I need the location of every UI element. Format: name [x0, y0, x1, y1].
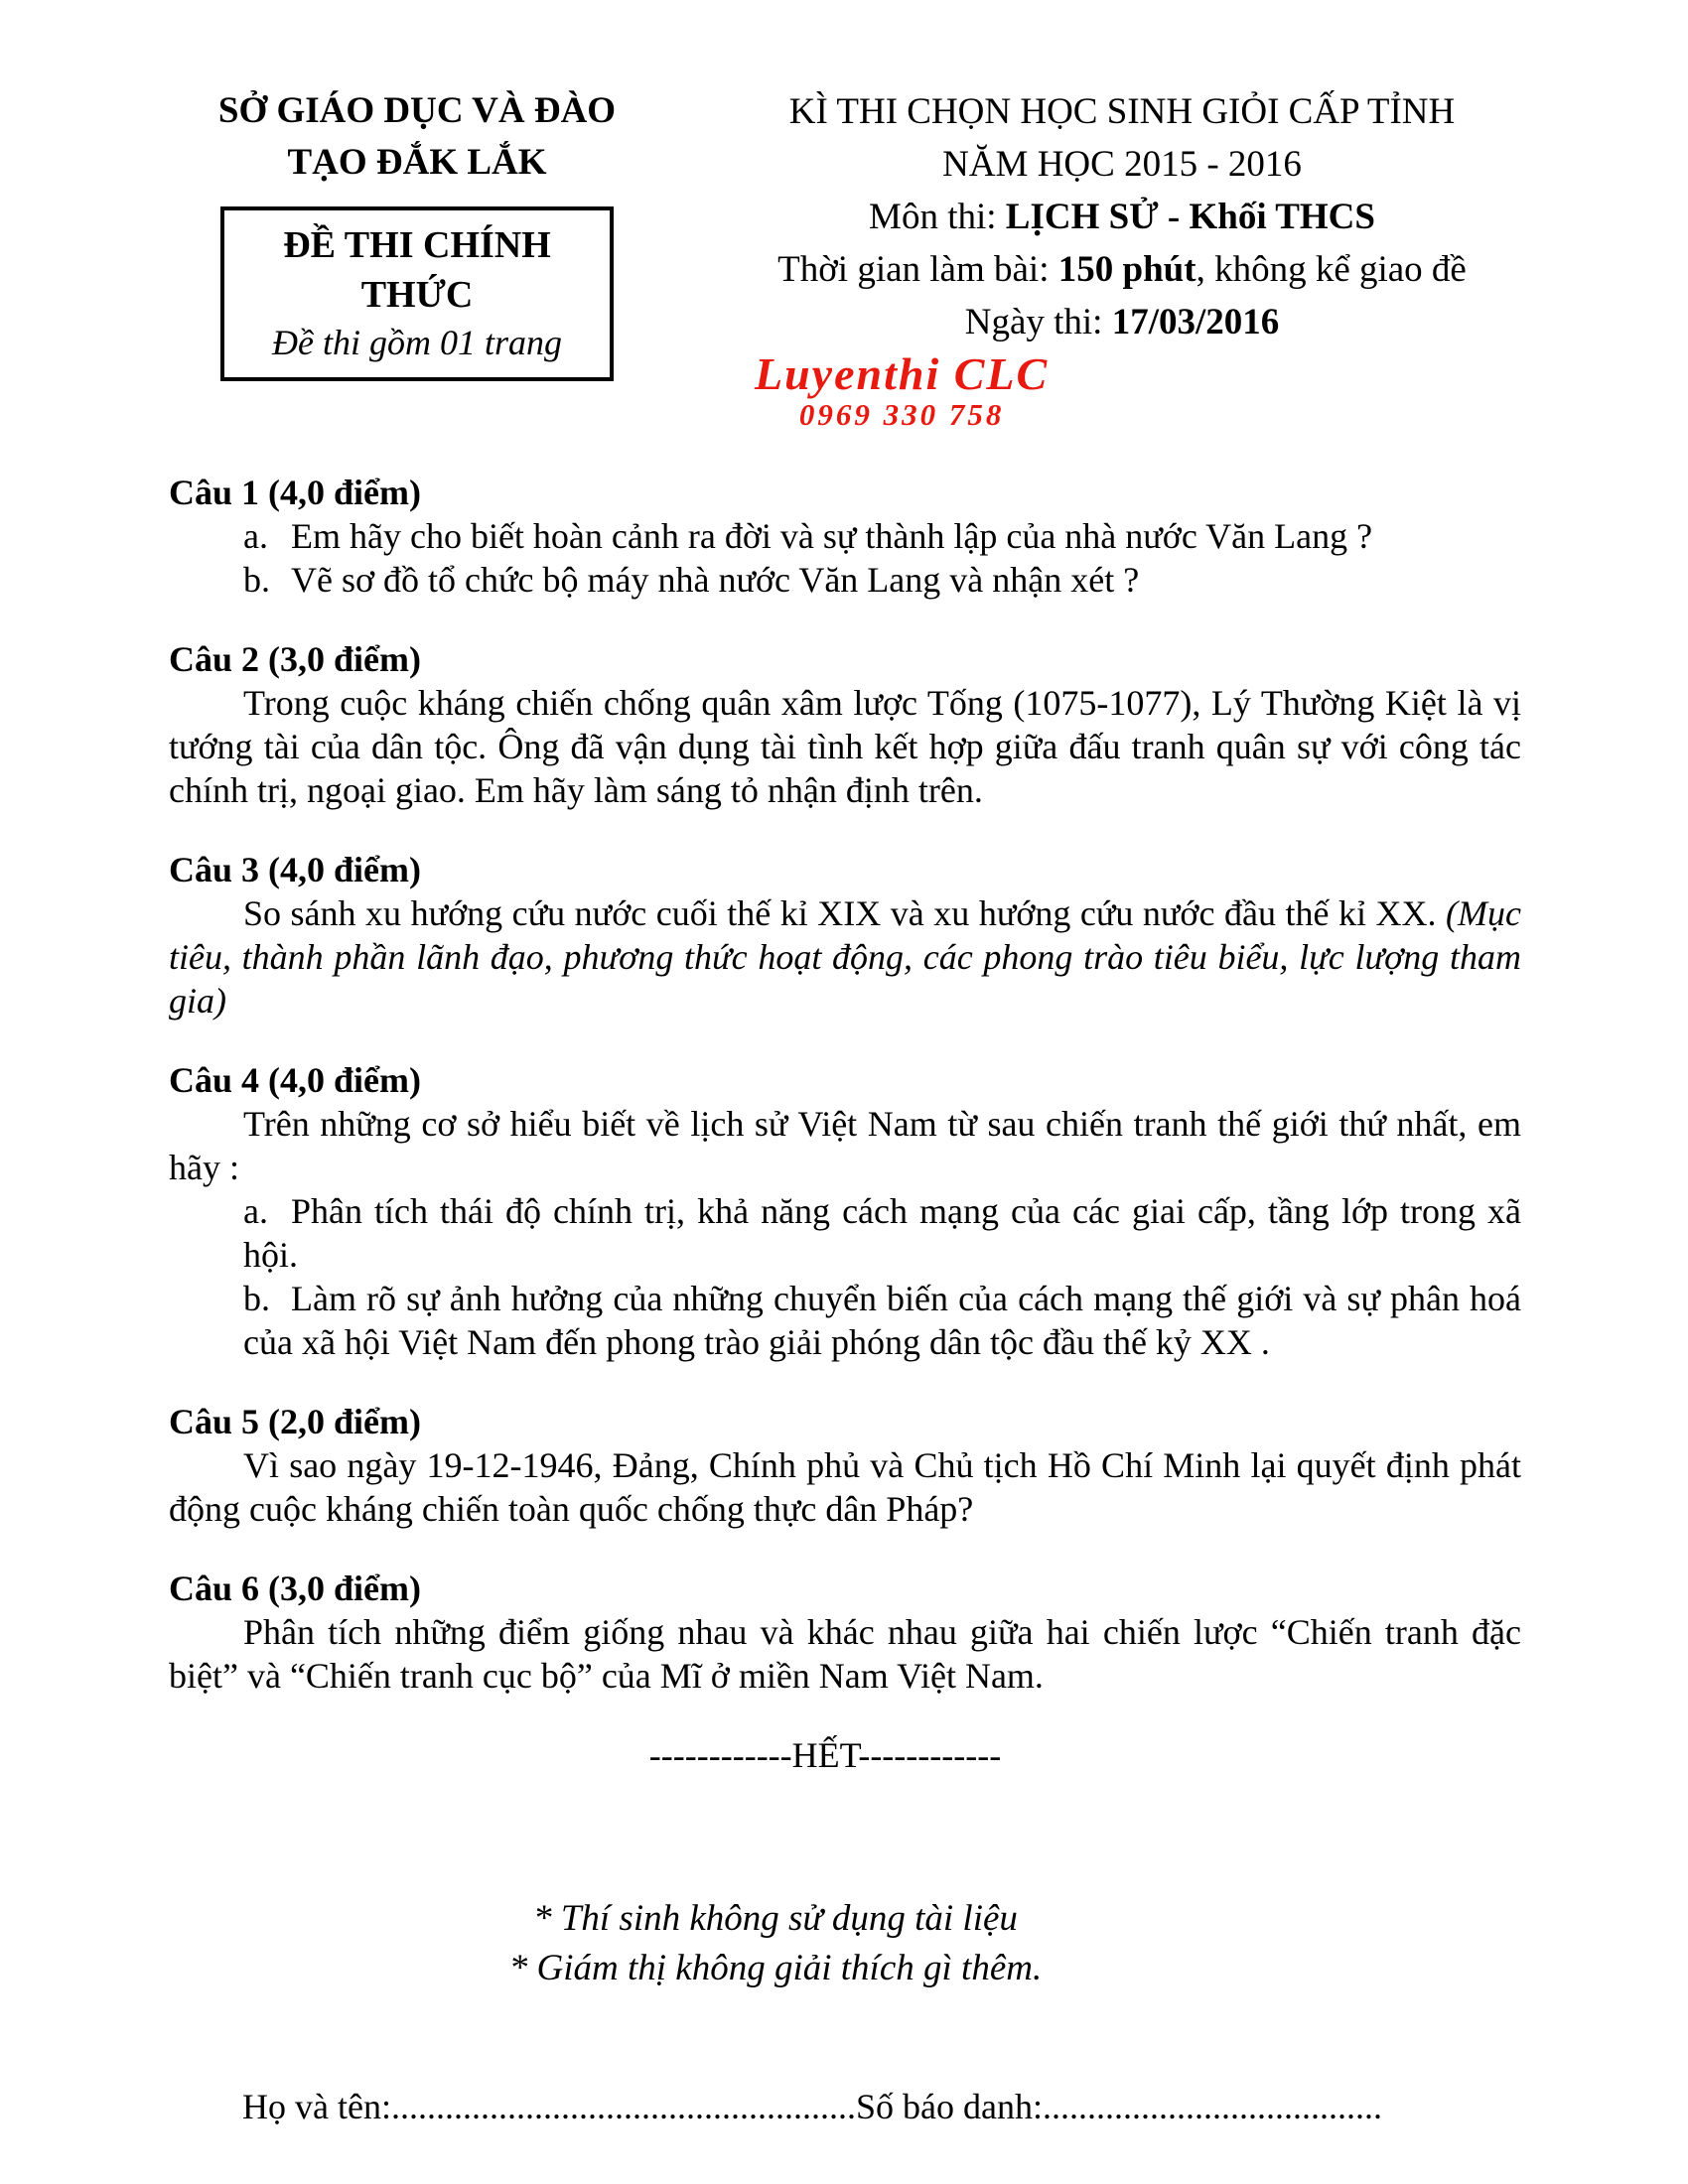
official-exam-box-subtitle: Đề thi gồm 01 trang [272, 323, 562, 362]
item-text: Làm rõ sự ảnh hưởng của những chuyển biến của cách mạng thế giới và sự phân hoá của xã hội Việt Nam đến phong trào giải phóng dân tộc đầu thế kỷ XX . [243, 1279, 1521, 1362]
header [0, 0, 1688, 431]
exam-date-value: 17/03/2016 [1111, 302, 1280, 342]
subject-prefix: Môn thi: [869, 197, 1006, 237]
question-2-text: Trong cuộc kháng chiến chống quân xâm lược Tống (1075-1077), Lý Thường Kiệt là vị tướng tài của dân tộc. Ông đã vận dụng tài tình kết hợp giữa đấu tranh quân sự với công tác chính trị, ngoại giao. Em hãy làm sáng tỏ nhận định trên. [169, 683, 1521, 810]
official-exam-box-title: ĐỀ THI CHÍNH THỨC [283, 224, 551, 316]
subject-line [695, 191, 1549, 243]
questions-section [0, 431, 1688, 1993]
item-marker: a. [243, 1191, 268, 1231]
duration-value: 150 phút [1057, 249, 1196, 290]
question-3-text-normal: So sánh xu hướng cứu nước cuối thế kỉ XIX và xu hướng cứu nước đầu thế kỉ XX. [243, 893, 1447, 933]
subject-value: LỊCH SỬ - Khối THCS [1005, 197, 1375, 237]
question-1-item-b [169, 558, 1521, 602]
logo-phone-number: 0969 330 758 [798, 397, 1005, 432]
note-proctor: * Giám thị không giải thích gì thêm. [508, 1948, 1043, 1988]
question-6-block [169, 1567, 1521, 1698]
question-4-item-b [169, 1277, 1521, 1364]
question-4-block [169, 1058, 1521, 1364]
item-text: Em hãy cho biết hoàn cảnh ra đời và sự thành lập của nhà nước Văn Lang ? [291, 516, 1373, 556]
header-right-block [695, 85, 1549, 431]
item-marker: a. [243, 516, 268, 556]
item-text: Vẽ sơ đồ tổ chức bộ máy nhà nước Văn Lang và nhận xét ? [291, 560, 1140, 600]
item-marker: b. [243, 560, 270, 600]
question-1-item-a [169, 514, 1521, 558]
exam-title-line1: KÌ THI CHỌN HỌC SINH GIỎI CẤP TỈNH [788, 91, 1456, 132]
question-3-text [169, 891, 1521, 1023]
logo-name-text: Luyenthi CLC [755, 348, 1050, 399]
question-3-text-italic: (Mục tiêu, thành phần lãnh đạo, phương thức hoạt động, các phong trào tiêu biểu, lực lượng tham gia) [169, 893, 1521, 1021]
duration-line [695, 243, 1549, 296]
exam-date-line [695, 296, 1549, 348]
exam-notes [169, 1894, 1521, 1993]
question-4-title: Câu 4 (4,0 điểm) [169, 1060, 421, 1100]
question-4-text: Trên những cơ sở hiểu biết về lịch sử Việt Nam từ sau chiến tranh thế giới thứ nhất, em hãy : [169, 1104, 1521, 1187]
item-text: Phân tích thái độ chính trị, khả năng cách mạng của các giai cấp, tầng lớp trong xã hội. [243, 1191, 1521, 1275]
question-2-block [169, 637, 1521, 812]
duration-suffix: , không kể giao đề [1196, 249, 1467, 290]
question-3-block [169, 848, 1521, 1023]
question-6-text: Phân tích những điểm giống nhau và khác nhau giữa hai chiến lược “Chiến tranh đặc biệt” và “Chiến tranh cục bộ” của Mĩ ở miền Nam Việt Nam. [169, 1612, 1521, 1696]
department-name-line2: TẠO ĐẮK LẮK [287, 142, 547, 183]
question-5-title: Câu 5 (2,0 điểm) [169, 1402, 421, 1441]
question-5-text: Vì sao ngày 19-12-1946, Đảng, Chính phủ và Chủ tịch Hồ Chí Minh lại quyết định phát động cuộc kháng chiến toàn quốc chống thực dân Pháp? [169, 1445, 1521, 1529]
signature-line: Họ và tên:....................................................Số báo danh:...................................... [242, 2087, 1382, 2126]
question-1-title: Câu 1 (4,0 điểm) [169, 473, 421, 512]
question-6-title: Câu 6 (3,0 điểm) [169, 1569, 421, 1608]
department-name-line1: SỞ GIÁO DỤC VÀ ĐÀO [217, 90, 617, 131]
luyenthi-clc-logo [755, 350, 1049, 431]
question-4-item-a [169, 1189, 1521, 1277]
exam-title-line2: NĂM HỌC 2015 - 2016 [942, 144, 1302, 185]
duration-prefix: Thời gian làm bài: [777, 249, 1058, 290]
question-5-block [169, 1400, 1521, 1531]
header-left-block [169, 85, 665, 431]
end-of-exam-divider: ------------HẾT------------ [648, 1735, 1002, 1775]
question-1-block [169, 471, 1521, 602]
note-candidate: * Thí sinh không sử dụng tài liệu [533, 1898, 1018, 1939]
official-exam-box [220, 206, 614, 381]
exam-date-prefix: Ngày thi: [964, 302, 1112, 342]
question-3-title: Câu 3 (4,0 điểm) [169, 850, 421, 889]
item-marker: b. [243, 1279, 270, 1318]
question-2-title: Câu 2 (3,0 điểm) [169, 639, 421, 679]
